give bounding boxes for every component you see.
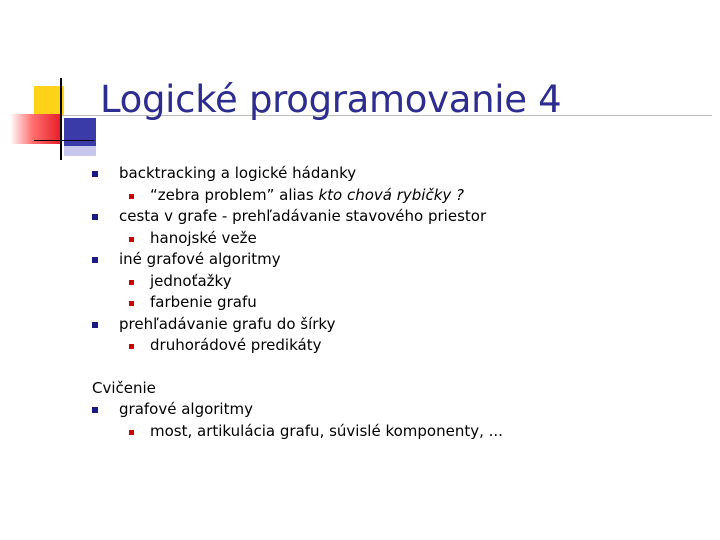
list-item-text: farbenie grafu [150,293,257,311]
list-item [92,335,692,357]
list-item [92,228,692,250]
square-bullet-icon [129,237,134,242]
square-bullet-icon [129,301,134,306]
list-item [92,314,692,336]
list-item [92,399,692,421]
list-item-text: iné grafové algoritmy [119,250,281,268]
list-item-text: cesta v grafe - prehľadávanie stavového priestor [119,207,487,225]
square-bullet-icon [92,257,98,263]
list-item [92,292,692,314]
list-item-text: backtracking a logické hádanky [119,164,357,182]
slide-title: Logické programovanie 4 [100,78,562,121]
slide-content [92,163,692,442]
decorative-logo [0,0,110,170]
list-item-text: druhorádové predikáty [150,336,322,354]
square-bullet-icon [129,344,134,349]
square-bullet-icon [129,280,134,285]
list-item-italic-text: kto chová rybičky ? [318,185,464,204]
list-item-text: hanojské veže [150,228,257,247]
section-heading: Cvičenie [92,378,156,397]
list-item-text: most, artikulácia grafu, súvislé komponenty, ... [150,421,503,440]
list-item [92,249,692,271]
square-bullet-icon [92,407,98,413]
list-item-text: “zebra problem” alias [150,185,319,204]
list-item [92,421,692,443]
square-bullet-icon [92,214,98,220]
list-item-text: prehľadávanie grafu do šírky [119,314,336,333]
light-blue-square [64,146,96,156]
list-item-text: jednoťažky [150,271,232,290]
square-bullet-icon [129,430,134,435]
square-bullet-icon [92,322,98,328]
list-item [92,163,692,185]
square-bullet-icon [92,171,98,177]
logo-vertical-line [60,78,62,160]
blue-square [64,118,96,146]
list-item [92,185,692,207]
logo-horizontal-line [34,140,94,141]
square-bullet-icon [129,194,134,199]
list-item-text: grafové algoritmy [119,400,253,418]
list-item [92,271,692,293]
list-item [92,206,692,228]
